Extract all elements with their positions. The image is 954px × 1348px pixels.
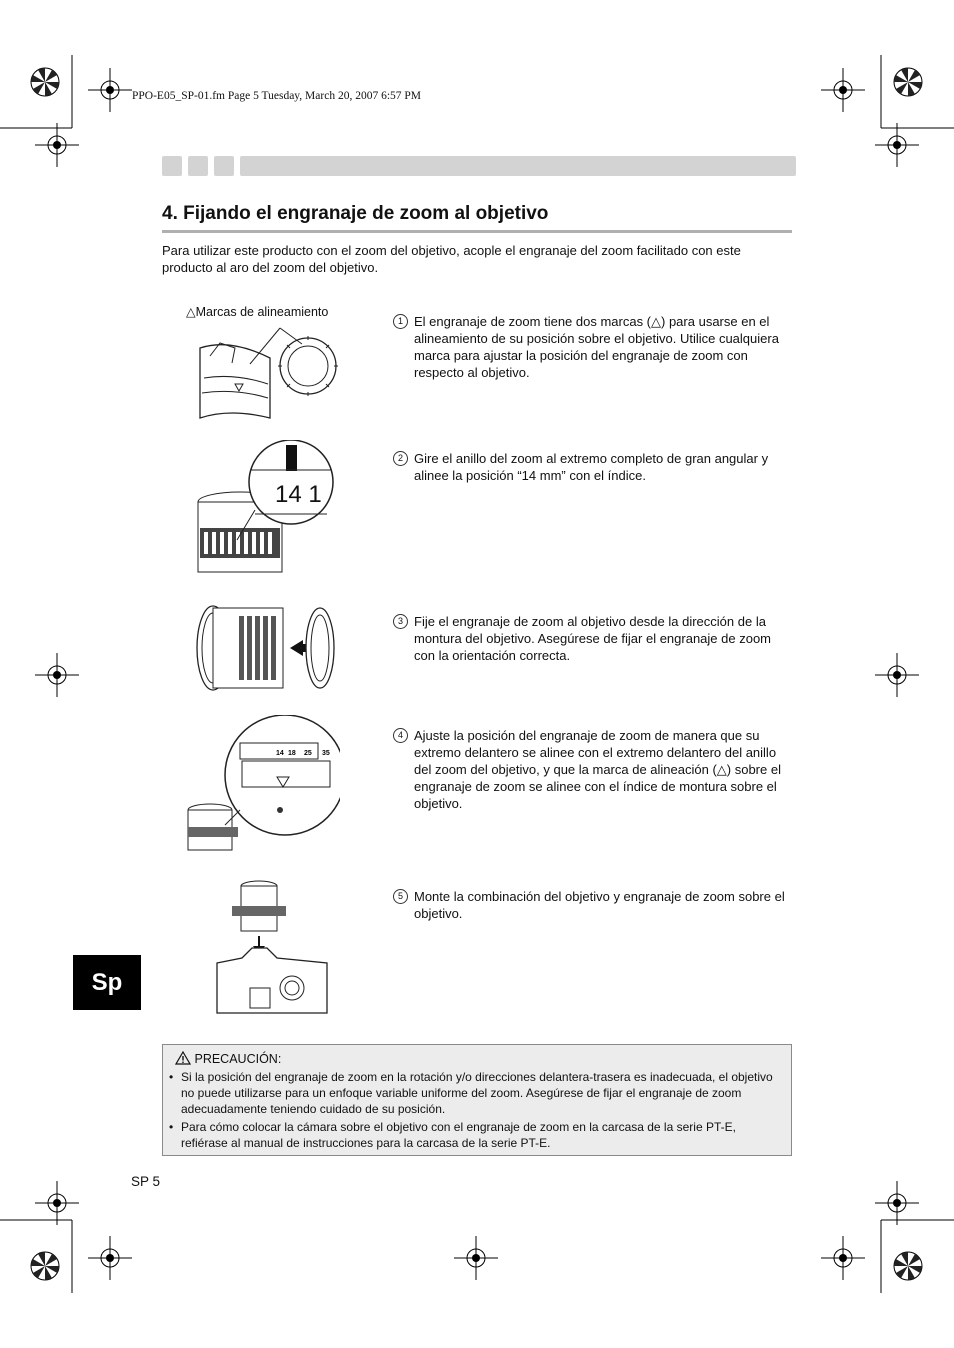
attach-gear-illustration [195,602,340,694]
zoom-scale-35: 35 [322,750,330,757]
step-text: Ajuste la posición del engranaje de zoom de manera que su extremo delantero se alinee con el extremo delantero del anillo del zoom del objetivo, y que la marca de alineación (△) sobre el engranaje de zoom se alinee con el índice de montura sobre el objetivo. [414,728,781,811]
step-2 [393,450,793,484]
zoom-scale-callout: 14 1 [275,481,322,508]
step-number: 4 [393,728,408,743]
step-text: El engranaje de zoom tiene dos marcas (△) para usarse en el alineamiento de su posición sobre el objetivo. Utilice cualquiera marca para ajustar la posición del engranaje de zoom con respecto al objetivo. [414,314,779,380]
step-text: Gire el anillo del zoom al extremo completo de gran angular y alinee la posición “14 mm” con el índice. [414,451,769,483]
caution-heading: PRECAUCIÓN: [175,1051,281,1066]
caution-box [162,1044,792,1156]
zoom-scale-25: 25 [304,750,312,757]
warning-triangle-icon [175,1051,191,1065]
gear-position-illustration [185,715,340,860]
mount-on-camera-illustration [212,878,337,1018]
intro-paragraph: Para utilizar este producto con el zoom del objetivo, acople el engranaje del zoom facilitado con este producto al aro del zoom del objetivo. [162,243,741,275]
step-5 [393,888,793,922]
caution-item: • Si la posición del engranaje de zoom en la rotación y/o direcciones delantera-trasera es inadecuada, el objetivo no puede utilizarse para un enfoque variable uniforme del zoom. Asegúrese de fijar el engranaje de zoom adecuadamente teniendo cuidado de su posición. [169,1069,781,1117]
step-1 [393,313,793,381]
zoom-scale-18: 18 [288,750,296,757]
step-number: 2 [393,451,408,466]
step-number: 5 [393,889,408,904]
language-tab: Sp [73,955,141,1010]
alignment-marks-illustration [190,318,350,430]
alignment-marks-label: △Marcas de alineamiento [186,305,329,319]
step-text: Fije el engranaje de zoom al objetivo desde la dirección de la montura del objetivo. Asegúrese de fijar el engranaje de zoom con la orientación correcta. [414,614,771,663]
step-text: Monte la combinación del objetivo y engranaje de zoom sobre el objetivo. [414,889,785,921]
caution-item: • Para cómo colocar la cámara sobre el objetivo con el engranaje de zoom en la carcasa de la serie PT-E, refiérase al manual de instrucciones para la carcasa de la serie PT-E. [169,1119,781,1151]
step-number: 1 [393,314,408,329]
caution-list [169,1069,781,1153]
lens-14mm-illustration [195,440,340,580]
page-number: SP 5 [131,1174,161,1189]
section-title: 4. Fijando el engranaje de zoom al objetivo [162,203,549,224]
step-4 [393,727,793,812]
step-number: 3 [393,614,408,629]
triangle-outline-icon: △ [186,305,196,319]
step-3 [393,613,793,664]
file-slug: PPO-E05_SP-01.fm Page 5 Tuesday, March 20, 2007 6:57 PM [132,90,422,102]
zoom-scale-14: 14 [276,750,284,757]
title-rule [162,230,792,233]
